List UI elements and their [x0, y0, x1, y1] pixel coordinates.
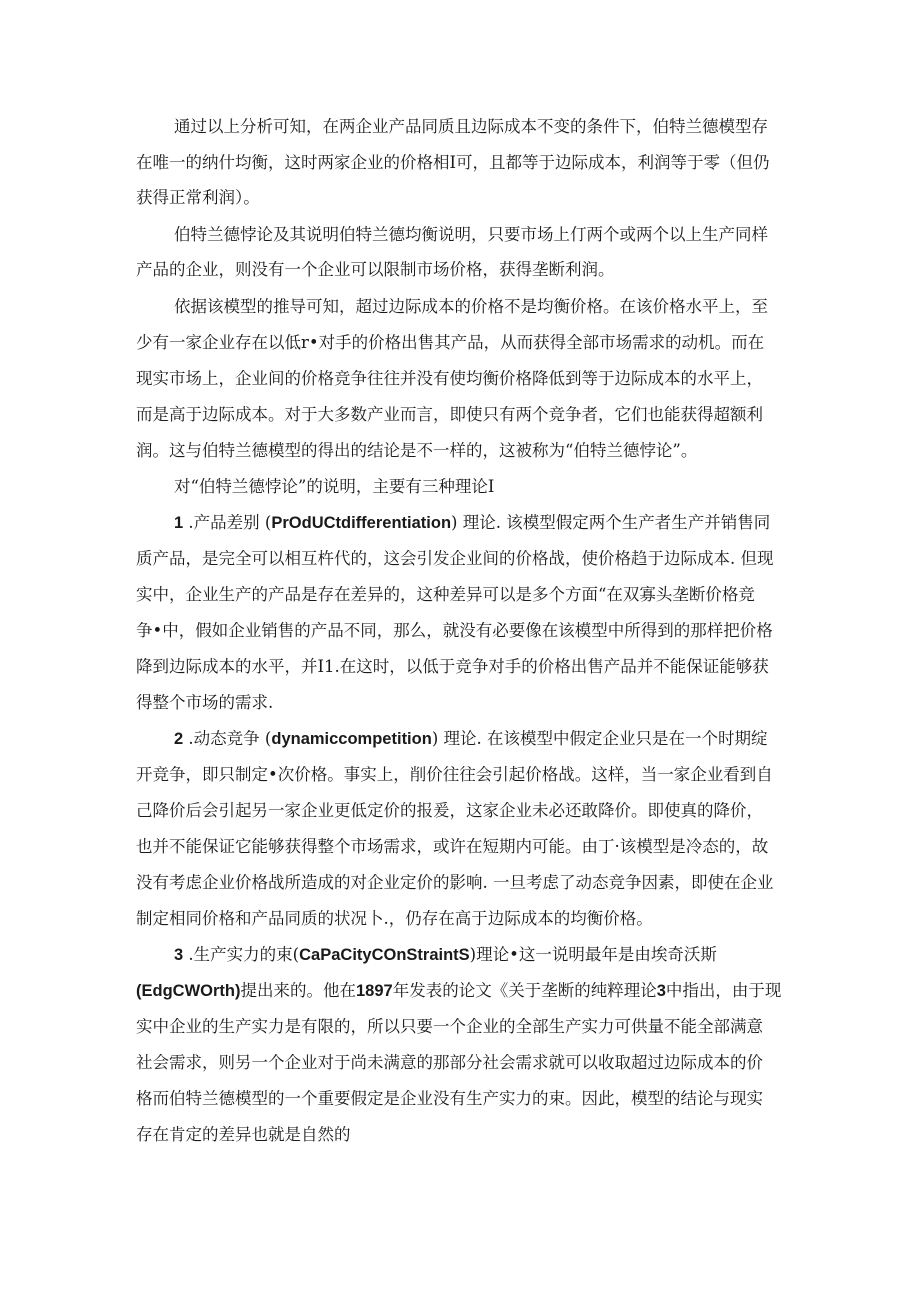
- paragraph-3-line-5: 润。这与伯特兰德模型的得出的结论是不一样的，这被称为“伯特兰德悖论”。: [136, 441, 698, 460]
- item-2-english-term: dynamiccompetition: [271, 730, 432, 748]
- item-1-number: 1: [174, 514, 184, 532]
- item-3-title-prefix: .生产实力的束(: [183, 945, 300, 964]
- paragraph-1-line-2: 在唯一的纳什均衡，这时两家企业的价格相I可，且都等于边际成本，利润等于零（但仍: [136, 153, 770, 172]
- item-2-line-5: 没有考虑企业价格战所造成的对企业定价的影响. 一旦考虑了动态竞争因素，即使在企业: [136, 873, 774, 892]
- item-3-line-6: 存在肯定的差异也就是自然的: [136, 1125, 351, 1144]
- item-3-english-term: CaPaCityCOnStraintS: [299, 946, 470, 964]
- item-1-english-term: PrOdUCtdifferentiation: [271, 514, 452, 532]
- item-1-line-2: 质产品，是完全可以相互杵代的，这会引发企业间的价格战，使价格趋于边际成本. 但现: [136, 549, 774, 568]
- item-2-heading-line: [174, 728, 767, 750]
- paragraph-3-line-3: 现实市场上，企业间的价格竞争往往并没有使均衡价格降低到等于边际成本的水平上，: [136, 369, 763, 388]
- item-3-line-2: [136, 980, 781, 1002]
- item-2-line-2: 开竞争，即只制定•次价格。事实上，削价往往会引起价格战。这样，当一家企业看到自: [136, 765, 773, 784]
- item-3-line-3: 实中企业的生产实力是有限的，所以只要一个企业的全部生产实力可供量不能全部满意: [136, 1017, 763, 1036]
- item-1-heading-line: [174, 512, 770, 534]
- item-3-heading-line: [174, 944, 717, 966]
- paragraph-1-line-1: 通过以上分析可知，在两企业产品同质且边际成本不变的条件下，伯特兰德模型存: [174, 117, 768, 136]
- item-2-number: 2: [174, 730, 184, 748]
- item-3-line-5: 格而伯特兰德模型的一个重要假定是企业没有生产实力的束。因此，模型的结论与现实: [136, 1089, 763, 1108]
- item-3-line-2-text-b: 年发表的论文《关于垄断的纯粹理论: [392, 981, 657, 1000]
- item-1-line-3: 实中，企业生产的产品是存在差异的，这种差异可以是多个方面“在双寡头垄断价格竞: [136, 585, 755, 604]
- paragraph-3-line-4: 而是高于边际成本。对于大多数产业而言，即使只有两个竞争者，它们也能获得超额利: [136, 405, 763, 424]
- item-3-line-2-text-a: 提出来的。他在: [240, 981, 356, 1000]
- item-2-line-3: 己降价后会引起另一家企业更低定价的报爰，这家企业未必还敢降价。即使真的降价，: [136, 801, 763, 820]
- item-3-ref-mark: 3: [656, 982, 666, 1000]
- item-2-title-prefix: .动态竞争 (: [183, 729, 272, 748]
- item-1-title-prefix: .产品差别 (: [183, 513, 272, 532]
- paragraph-2-line-2: 产品的企业，则没有一个企业可以限制市场价格，获得垄断利润。: [136, 260, 615, 279]
- item-3-title-rest: )理论•这一说明最年是由埃奇沃斯: [469, 945, 717, 964]
- item-1-line-4: 争•中，假如企业销售的产品不同，那么，就没有必要像在该模型中所得到的那样把价格: [136, 621, 773, 640]
- paragraph-3-line-1: 依据该模型的推导可知，超过边际成本的价格不是均衡价格。在该价格水平上，至: [174, 297, 768, 316]
- paragraph-1-line-3: 获得正常利润）。: [136, 188, 260, 207]
- item-1-title-rest: ) 理论. 该模型假定两个生产者生产并销售同: [451, 513, 771, 532]
- item-1-line-5: 降到边际成本的水平，并I1.在这时，以低于竞争对手的价格出售产品并不能保证能够获: [136, 657, 769, 676]
- item-3-line-2-text-c: 中指出，由于现: [665, 981, 782, 1000]
- paragraph-2-line-1: 伯特兰德悖论及其说明伯特兰德均衡说明，只要市场上仃两个或两个以上生产同样: [174, 225, 768, 244]
- item-3-line-4: 社会需求，则另一个企业对于尚未满意的那部分社会需求就可以收取超过边际成本的价: [136, 1053, 763, 1072]
- item-3-author-name: (EdgCWOrth): [136, 982, 241, 1000]
- item-2-title-rest: ) 理论. 在该模型中假定企业只是在一个时期绽: [431, 729, 768, 748]
- item-2-line-6: 制定相同价格和产品同质的状况卜.，仍存在高于边际成本的均衡价格。: [136, 909, 653, 928]
- item-2-line-4: 也并不能保证它能够获得整个市场需求，或许在短期内可能。由丁·该模型是冷态的，故: [136, 837, 769, 856]
- item-3-year: 1897: [355, 982, 393, 1000]
- item-3-number: 3: [174, 946, 184, 964]
- paragraph-4-line-1: 对“伯特兰德悖论”的说明，主要有三种理论I: [174, 477, 495, 496]
- paragraph-3-line-2: 少有一家企业存在以低r•对手的价格出售其产品，从而获得全部市场需求的动机。而在: [136, 333, 765, 352]
- item-1-line-6: 得整个市场的需求.: [136, 693, 274, 712]
